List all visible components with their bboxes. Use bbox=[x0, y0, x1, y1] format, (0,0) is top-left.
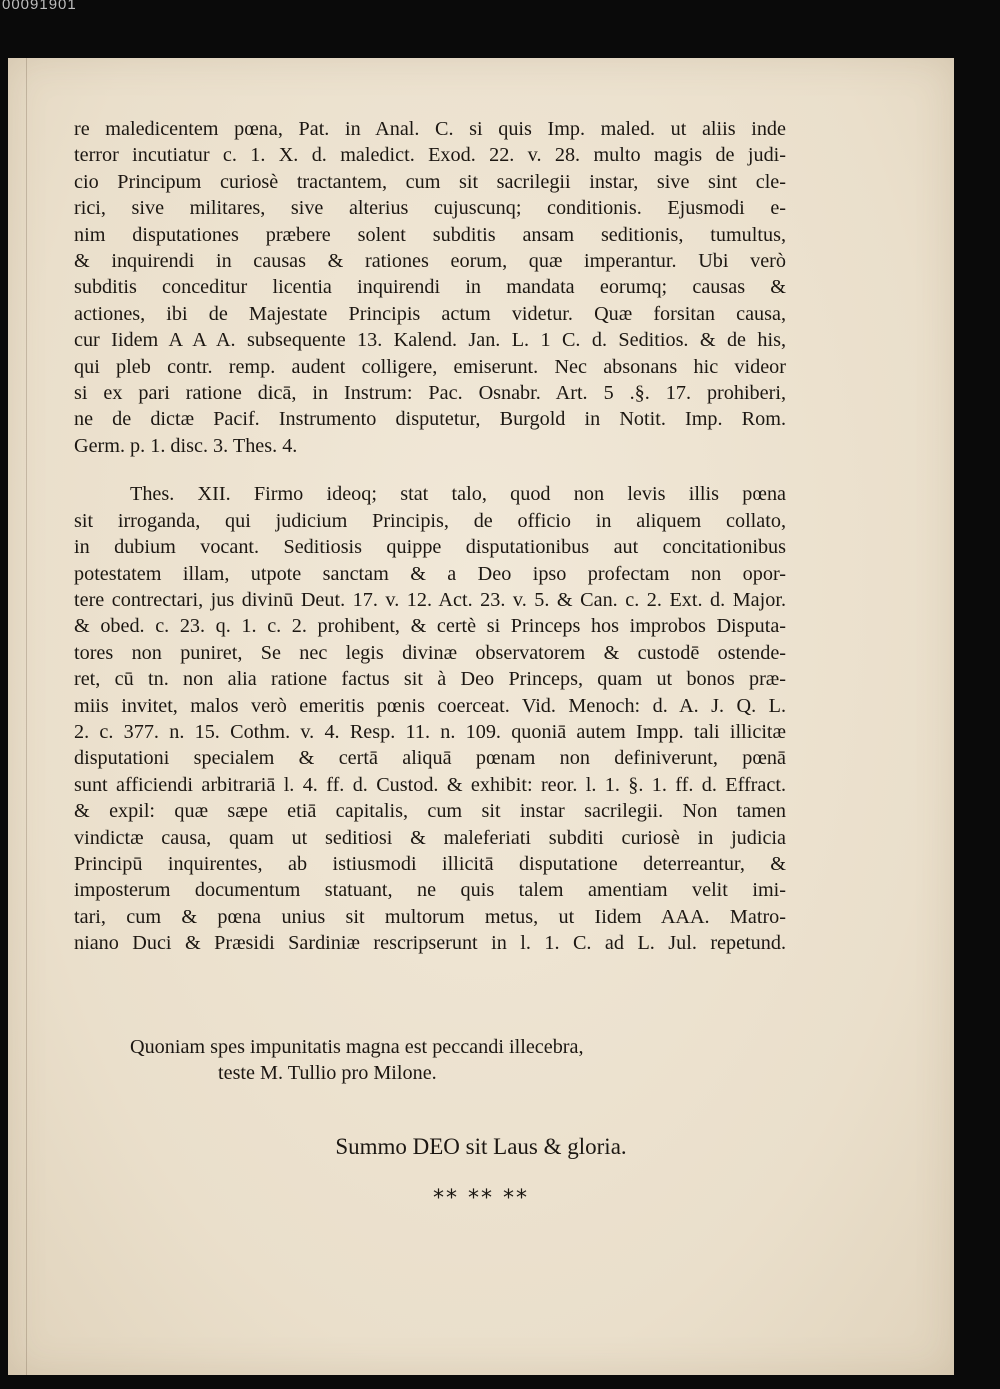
text-line: tere contrectari, jus divinū Deut. 17. v. 12. Act. 23. v. 5. & Can. c. 2. Ext. d. Major. bbox=[74, 588, 786, 611]
paragraph-2 bbox=[74, 481, 786, 956]
quote-attribution: teste M. Tullio pro Milone. bbox=[218, 1062, 437, 1085]
text-line: ret, cū tn. non alia ratione factus sit à Deo Princeps, quam ut bonos præ- bbox=[74, 668, 786, 691]
text-line: 2. c. 377. n. 15. Cothm. v. 4. Resp. 11. n. 109. quoniā autem Impp. tali illicitæ bbox=[74, 720, 786, 743]
text-line: actiones, ibi de Majestate Principis actum videtur. Quæ forsitan causa, bbox=[74, 302, 786, 325]
text-line: terror incutiatur c. 1. X. d. maledict. Exod. 22. v. 28. multo magis de judi- bbox=[74, 144, 786, 167]
text-line: subditis conceditur licentia inquirendi in mandata eorumq; causas & bbox=[74, 276, 786, 299]
text-line: & obed. c. 23. q. 1. c. 2. prohibent, & certè si Princeps hos improbos Disputa- bbox=[74, 615, 786, 638]
text-line: re maledicentem pœna, Pat. in Anal. C. si quis Imp. maled. ut aliis inde bbox=[74, 118, 786, 140]
text-line: niano Duci & Præsidi Sardiniæ rescripserunt in l. 1. C. ad L. Jul. repetund. bbox=[74, 932, 786, 955]
closing-quote bbox=[130, 1034, 750, 1087]
text-line: qui pleb contr. remp. audent colligere, emiserunt. Nec absonans hic videor bbox=[74, 355, 786, 378]
paragraph-1 bbox=[74, 116, 786, 459]
text-line: potestatem illam, utpote sanctam & a Deo ipso profectam non opor- bbox=[74, 562, 786, 585]
text-line: Thes. XII. Firmo ideoq; stat talo, quod non levis illis pœna bbox=[130, 483, 786, 506]
text-line: imposterum documentum statuant, ne quis talem amentiam velit imi- bbox=[74, 879, 786, 902]
text-line: vindictæ causa, quam ut seditiosi & maleferiati subditi curiosè in judicia bbox=[74, 826, 786, 849]
text-line: tari, cum & pœna unius sit multorum metus, ut Iidem AAA. Matro- bbox=[74, 905, 786, 928]
quote-line: Quoniam spes impunitatis magna est peccandi illecebra, bbox=[130, 1036, 584, 1058]
body-text bbox=[74, 116, 786, 957]
ornament-asterisks: ** ** ** bbox=[433, 1186, 529, 1211]
text-line: si ex pari ratione dicā, in Instrum: Pac. Osnabr. Art. 5 .§. 17. prohiberi, bbox=[74, 382, 786, 405]
book-page bbox=[8, 58, 954, 1375]
text-line: cur Iidem A A A. subsequente 13. Kalend. Jan. L. 1 C. d. Seditios. & de his, bbox=[74, 329, 786, 352]
text-line: Principū inquirentes, ab istiusmodi illicitā disputatione deterreantur, & bbox=[74, 852, 786, 875]
text-line: rici, sive militares, sive alterius cujuscunq; conditionis. Ejusmodi e- bbox=[74, 197, 786, 220]
text-line: disputationi specialem & certā aliquā pœnam non definiverunt, pœnā bbox=[74, 747, 786, 770]
text-line: nim disputationes præbere solent subditis ansam seditionis, tumultus, bbox=[74, 223, 786, 246]
text-line: miis invitet, malos verò emeritis pœnis coerceat. Vid. Menoch: d. A. J. Q. L. bbox=[74, 694, 786, 717]
text-line: ne de dictæ Pacif. Instrumento disputetur, Burgold in Notit. Imp. Rom. bbox=[74, 408, 786, 431]
text-line: & inquirendi in causas & rationes eorum, quæ imperantur. Ubi verò bbox=[74, 250, 786, 273]
text-line: sunt afficiendi arbitrariā l. 4. ff. d. Custod. & exhibit: reor. l. 1. §. 1. ff. d. Effract. bbox=[74, 773, 786, 796]
text-line: in dubium vocant. Seditiosis quippe disputationibus aut concitationibus bbox=[74, 536, 786, 559]
doxology: Summo DEO sit Laus & gloria. bbox=[335, 1134, 627, 1159]
text-line: tores non puniret, Se nec legis divinæ observatorem & custodē ostende- bbox=[74, 641, 786, 664]
text-line: Germ. p. 1. disc. 3. Thes. 4. bbox=[74, 434, 298, 457]
text-line: cio Principum curiosè tractantem, cum sit sacrilegii instar, sive sint cle- bbox=[74, 170, 786, 193]
text-line: & expil: quæ sæpe etiā capitalis, cum sit instar sacrilegii. Non tamen bbox=[74, 800, 786, 823]
scan-id-label: 00091901 bbox=[2, 0, 77, 13]
text-line: sit irroganda, qui judicium Principis, de officio in aliquem collato, bbox=[74, 509, 786, 532]
page-gutter-line bbox=[26, 58, 27, 1375]
